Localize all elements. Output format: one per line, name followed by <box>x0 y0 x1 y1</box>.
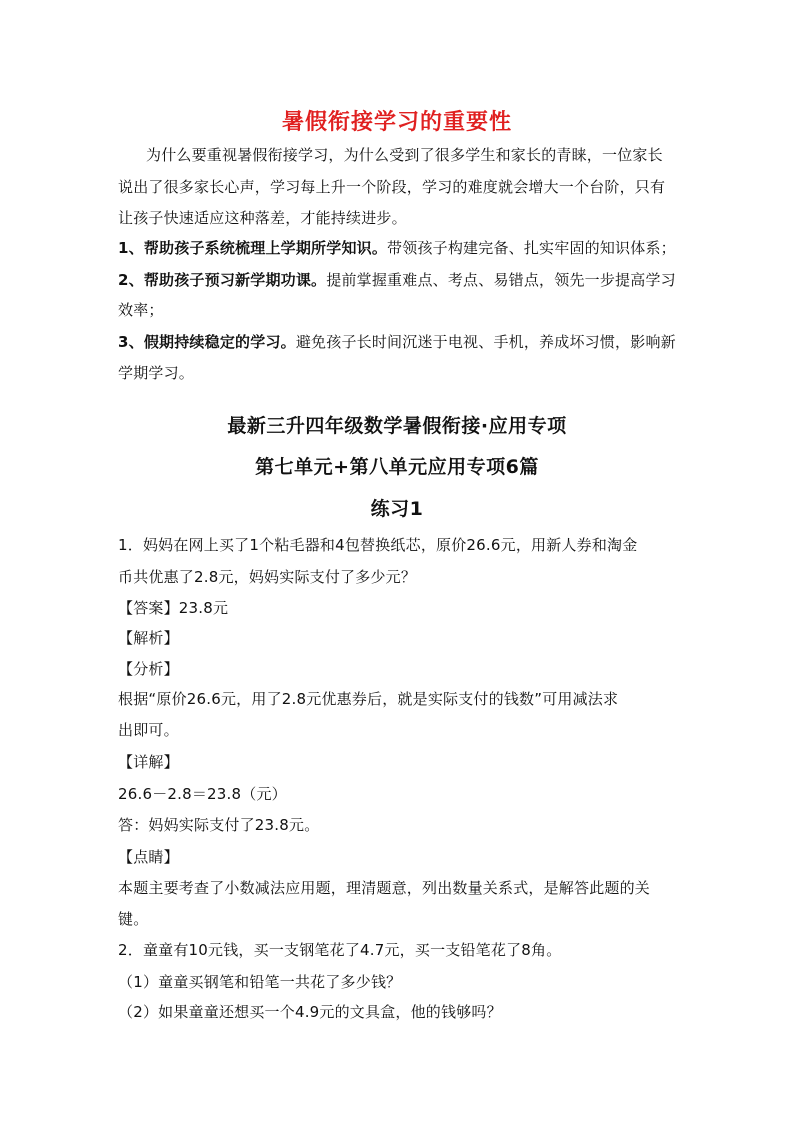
point-3-bold: 3、假期持续稳定的学习。 <box>118 333 296 351</box>
intro-paragraph-line-1: 为什么要重视暑假衔接学习，为什么受到了很多学生和家长的青睐，一位家长 <box>146 146 663 164</box>
main-heading: 最新三升四年级数学暑假衔接·应用专项 <box>227 415 567 437</box>
point-3-continuation: 学期学习。 <box>118 364 195 382</box>
question-1-comment-line-1: 本题主要考查了小数减法应用题，理清题意，列出数量关系式，是解答此题的关 <box>118 879 651 897</box>
sub-heading: 第七单元+第八单元应用专项6篇 <box>255 456 539 478</box>
question-1-line-2: 币共优惠了2.8元，妈妈实际支付了多少元？ <box>118 568 417 586</box>
intro-paragraph-line-2: 说出了很多家长心声，学习每上升一个阶段，学习的难度就会增大一个台阶，只有 <box>118 178 666 196</box>
question-2-sub-2: （2）如果童童还想买一个4.9元的文具盒，他的钱够吗？ <box>118 1003 502 1021</box>
point-2-continuation: 效率； <box>118 301 164 319</box>
question-1-comment-line-2: 键。 <box>118 910 149 928</box>
question-1-dianjing-label: 【点睛】 <box>118 848 179 866</box>
importance-title: 暑假衔接学习的重要性 <box>281 110 512 135</box>
question-1-xiangjie-label: 【详解】 <box>118 753 179 771</box>
intro-paragraph-line-3: 让孩子快速适应这种落差，才能持续进步。 <box>118 209 407 227</box>
question-2-sub-1: （1）童童买钢笔和铅笔一共花了多少钱？ <box>118 973 402 991</box>
point-2-text: 提前掌握重难点、考点、易错点，领先一步提高学习 <box>326 271 676 289</box>
exercise-heading: 练习1 <box>370 498 424 520</box>
question-2-text: 2．童童有10元钱，买一支钢笔花了4.7元，买一支铅笔花了8角。 <box>118 941 562 959</box>
question-1-reply: 答：妈妈实际支付了23.8元。 <box>118 816 320 834</box>
point-1 <box>118 238 676 258</box>
point-3 <box>118 332 676 352</box>
question-1-jiexi-label: 【解析】 <box>118 629 179 647</box>
question-1-analysis-line-1: 根据“原价26.6元，用了2.8元优惠券后，就是实际支付的钱数”可用减法求 <box>118 690 619 708</box>
question-1-analysis-line-2: 出即可。 <box>118 721 179 739</box>
point-1-bold: 1、帮助孩子系统梳理上学期所学知识。 <box>118 239 388 257</box>
point-2-bold: 2、帮助孩子预习新学期功课。 <box>118 271 327 289</box>
question-1-fenxi-label: 【分析】 <box>118 660 179 678</box>
question-1-answer: 【答案】23.8元 <box>118 599 229 617</box>
point-1-text: 带领孩子构建完备、扎实牢固的知识体系； <box>387 239 676 257</box>
question-1-calculation: 26.6－2.8＝23.8（元） <box>118 785 287 803</box>
point-3-text: 避免孩子长时间沉迷于电视、手机，养成坏习惯，影响新 <box>295 333 676 351</box>
question-1-line-1: 1．妈妈在网上买了1个粘毛器和4包替换纸芯，原价26.6元，用新人券和淘金 <box>118 536 638 554</box>
point-2 <box>118 270 676 290</box>
